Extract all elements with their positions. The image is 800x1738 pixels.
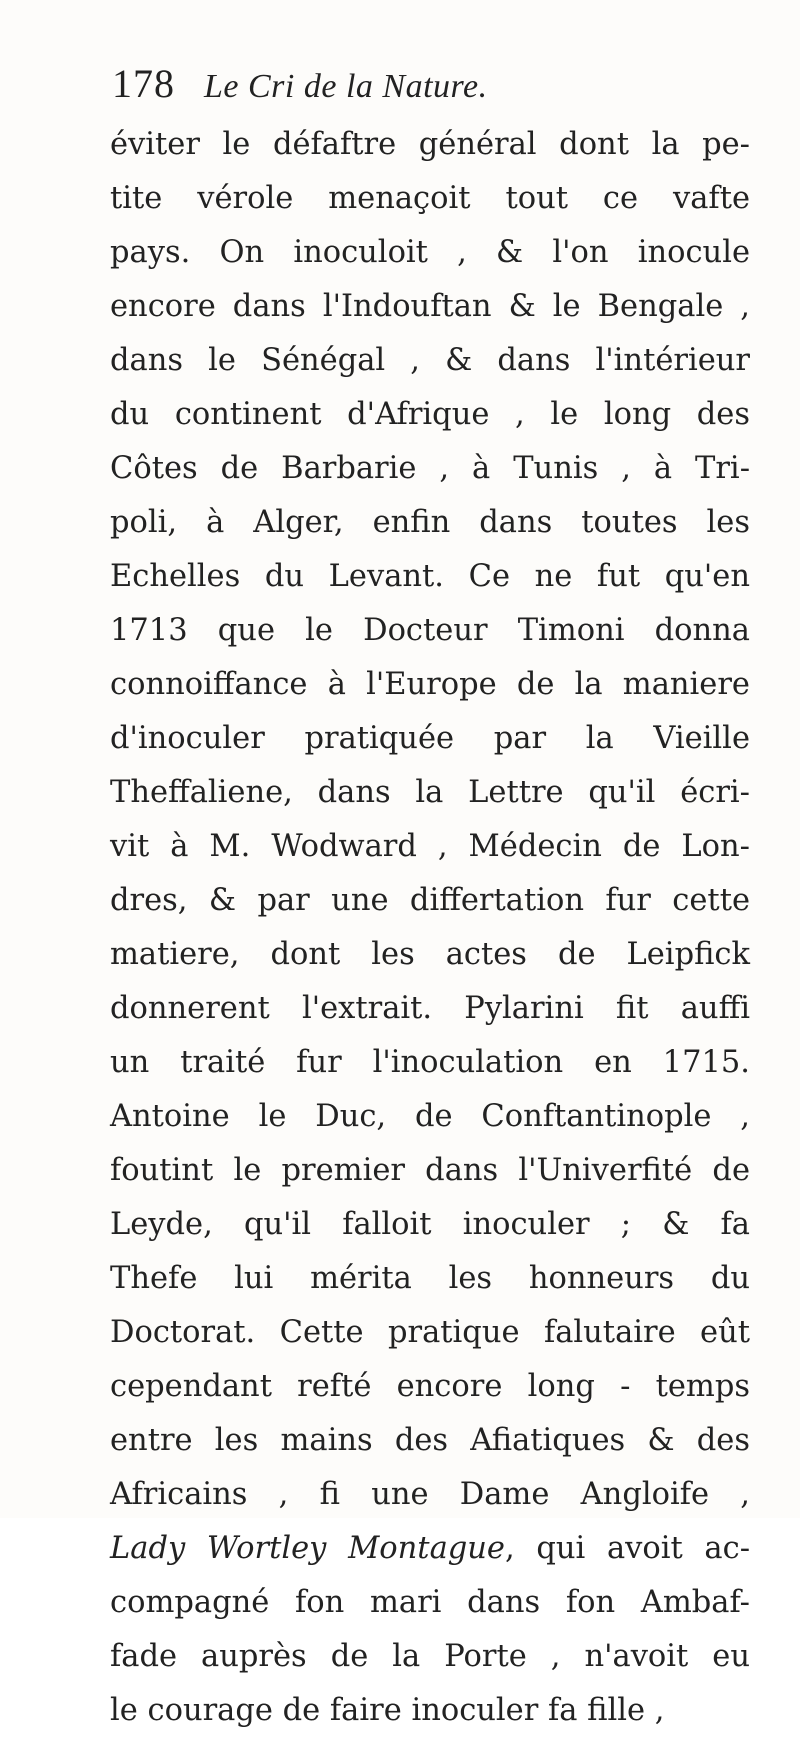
text-line: Thefe lui mérita les honneurs du xyxy=(110,1261,750,1296)
text-line: matiere, dont les actes de Leipfick xyxy=(110,937,750,972)
text-line: compagné fon mari dans fon Ambaf- xyxy=(110,1585,750,1620)
text-line: Doctorat. Cette pratique falutaire eût xyxy=(110,1315,750,1350)
text-line: 1713 que le Docteur Timoni donna xyxy=(110,613,750,648)
text-line: foutint le premier dans l'Univerfité de xyxy=(110,1153,750,1188)
text-line: fade auprès de la Porte , n'avoit eu xyxy=(110,1639,750,1674)
text-line: donnerent l'extrait. Pylarini fit auffi xyxy=(110,991,750,1026)
text-line: Echelles du Levant. Ce ne fut qu'en xyxy=(110,559,750,594)
line-remainder: , qui avoit ac- xyxy=(504,1531,750,1566)
text-line: éviter le défaftre général dont la pe- xyxy=(110,127,750,162)
text-line: dans le Sénégal , & dans l'intérieur xyxy=(110,343,750,378)
text-line: Leyde, qu'il falloit inoculer ; & fa xyxy=(110,1207,750,1242)
text-line: connoiffance à l'Europe de la maniere xyxy=(110,667,750,702)
text-line-mixed xyxy=(110,1522,750,1576)
text-line: vit à M. Wodward , Médecin de Lon- xyxy=(110,829,750,864)
text-line: tite vérole menaçoit tout ce vafte xyxy=(110,181,750,216)
text-line: entre les mains des Afiatiques & des xyxy=(110,1423,750,1458)
text-line: Theffaliene, dans la Lettre qu'il écri- xyxy=(110,775,750,810)
text-line: poli, à Alger, enfin dans toutes les xyxy=(110,505,750,540)
text-line: le courage de faire inoculer fa fille , xyxy=(110,1693,665,1728)
text-line: d'inoculer pratiquée par la Vieille xyxy=(110,721,750,756)
text-line: cependant refté encore long - temps xyxy=(110,1369,750,1404)
text-line: encore dans l'Indouftan & le Bengale , xyxy=(110,289,750,324)
text-line: Côtes de Barbarie , à Tunis , à Tri- xyxy=(110,451,750,486)
italic-name: Lady Wortley Montague xyxy=(110,1531,505,1566)
text-line: pays. On inoculoit , & l'on inocule xyxy=(110,235,750,270)
text-line: Africains , fi une Dame Angloife , xyxy=(110,1477,750,1512)
body-text xyxy=(110,118,750,1738)
text-line: un traité fur l'inoculation en 1715. xyxy=(110,1045,750,1080)
page-header xyxy=(112,60,488,110)
text-line: dres, & par une differtation fur cette xyxy=(110,883,750,918)
running-title: Le Cri de la Nature. xyxy=(204,68,488,105)
text-line: Antoine le Duc, de Conftantinople , xyxy=(110,1099,750,1134)
text-line: du continent d'Afrique , le long des xyxy=(110,397,750,432)
page-number: 178 xyxy=(112,61,175,106)
